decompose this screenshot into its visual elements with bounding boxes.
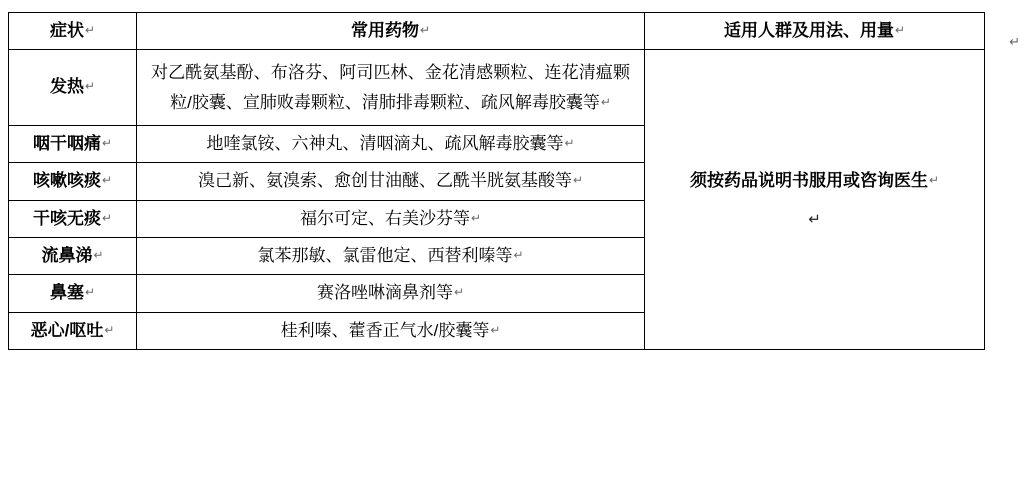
paragraph-mark-icon: ↵ [513,247,524,262]
drugs-label: 福尔可定、右美沙芬等 [299,208,470,228]
symptom-label: 鼻塞 [49,283,84,303]
table-header-usage [645,13,985,50]
drugs-cell-runny-nose [137,237,645,274]
usage-second-line-mark: ↵ [808,211,821,229]
table-header-drugs-label: 常用药物 [350,21,419,40]
paragraph-mark-icon: ↵ [101,135,113,150]
symptom-cell-nasal-congestion [9,275,137,312]
drugs-cell-cough-phlegm [137,163,645,200]
paragraph-mark-icon: ↵ [470,210,482,225]
drugs-cell-nasal-congestion [137,275,645,312]
drugs-cell-dry-cough [137,200,645,237]
symptom-label: 咳嗽咳痰 [32,171,101,191]
paragraph-mark-icon: ↵ [564,135,575,150]
drugs-label: 氯苯那敏、氯雷他定、西替利嗪等 [257,245,513,265]
table-row [9,50,985,125]
paragraph-mark-icon: ↵ [928,172,940,187]
table-header-usage-label: 适用人群及用法、用量 [723,21,894,40]
symptom-label: 干咳无痰 [32,208,101,228]
symptom-cell-cough-phlegm [9,163,137,200]
symptom-cell-nausea-vomiting [9,312,137,349]
paragraph-mark-icon: ↵ [453,285,465,300]
drugs-label: 赛洛唑啉滴鼻剂等 [316,283,453,303]
paragraph-mark-icon: ↵ [101,173,113,188]
table-header-row [9,13,985,50]
drugs-cell-nausea-vomiting [137,312,645,349]
symptom-label: 咽干咽痛 [32,133,101,153]
drugs-label: 对乙酰氨基酚、布洛芬、阿司匹林、金花清感颗粒、连花清瘟颗粒/胶囊、宣肺败毒颗粒、清肺排毒颗粒、疏风解毒胶囊等 [151,63,630,112]
drugs-label: 桂利嗪、藿香正气水/胶囊等 [280,320,490,340]
symptom-label: 发热 [49,77,84,97]
table-header-symptom [9,13,137,50]
paragraph-mark-icon: ↵ [894,23,906,37]
drugs-label: 溴己新、氨溴索、愈创甘油醚、乙酰半胱氨基酸等 [197,171,572,191]
usage-cell [645,50,985,350]
medication-table [8,12,985,350]
paragraph-mark-icon: ↵ [93,247,104,262]
paragraph-mark-icon: ↵ [101,210,113,225]
paragraph-mark-icon: ↵ [600,94,611,109]
drugs-cell-sore-throat [137,125,645,162]
symptom-label: 恶心/呕吐 [30,320,104,340]
paragraph-mark-icon: ↵ [419,23,431,37]
paragraph-mark-icon: ↵ [490,322,501,337]
paragraph-mark-icon: ↵ [84,23,96,37]
table-header-drugs [137,13,645,50]
symptom-cell-runny-nose [9,237,137,274]
drugs-label: 地喹氯铵、六神丸、清咽滴丸、疏风解毒胶囊等 [206,133,564,153]
paragraph-mark-icon: ↵ [104,322,115,337]
symptom-cell-dry-cough [9,200,137,237]
paragraph-mark-icon: ↵ [572,173,584,188]
table-header-symptom-label: 症状 [49,21,84,40]
page-right-edge-mark: ↵ [1009,34,1020,49]
symptom-label: 流鼻涕 [41,245,93,265]
usage-label: 须按药品说明书服用或咨询医生 [689,170,928,190]
paragraph-mark-icon: ↵ [84,79,96,94]
symptom-cell-sore-throat [9,125,137,162]
symptom-cell-fever [9,50,137,125]
paragraph-mark-icon: ↵ [84,285,96,300]
drugs-cell-fever [137,50,645,125]
